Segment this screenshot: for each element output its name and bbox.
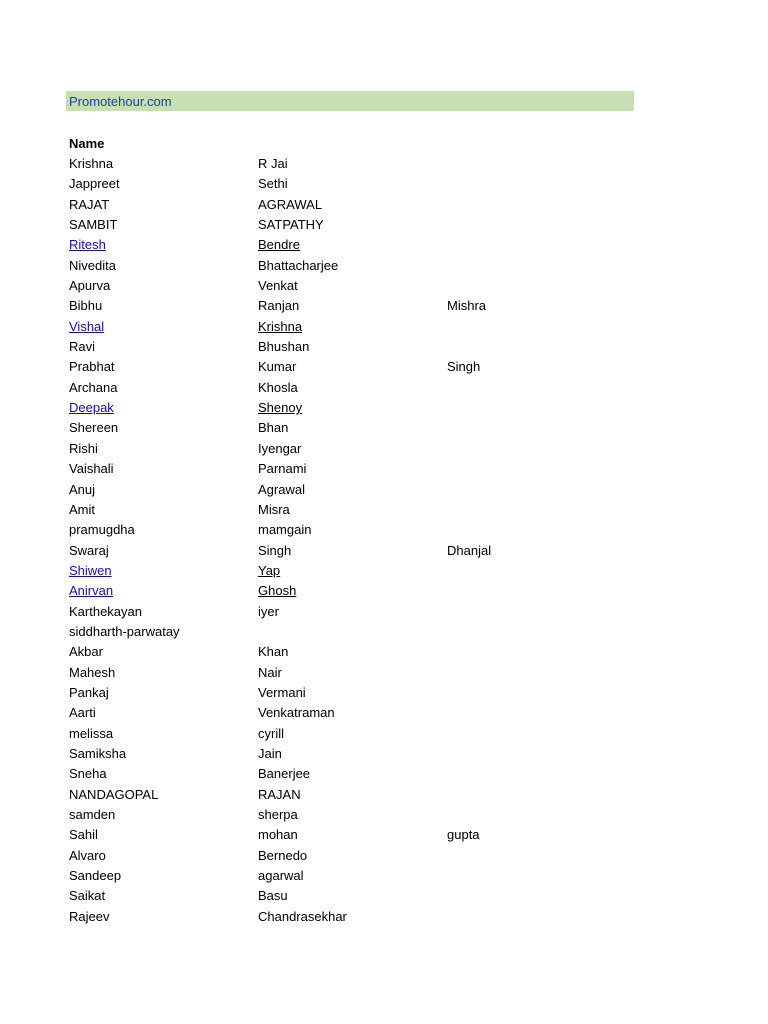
first-name-cell: Shereen xyxy=(69,420,119,436)
middle-name-cell: Banerjee xyxy=(258,766,311,782)
first-name-cell: Rishi xyxy=(69,440,98,456)
first-name-cell: Akbar xyxy=(69,644,103,660)
first-name-cell: Prabhat xyxy=(69,359,115,375)
list-item xyxy=(0,663,768,683)
last-name-cell: Mishra xyxy=(447,298,487,314)
last-name-cell: Dhanjal xyxy=(447,542,492,558)
middle-name-cell: Iyengar xyxy=(258,440,302,456)
list-item xyxy=(0,235,768,255)
middle-name-cell: Bhushan xyxy=(258,339,310,355)
first-name-cell: Aarti xyxy=(69,705,96,721)
first-name-cell: Apurva xyxy=(69,278,111,294)
first-name-cell[interactable]: Vishal xyxy=(69,318,105,334)
first-name-cell: melissa xyxy=(69,725,114,741)
list-item xyxy=(0,520,768,540)
middle-name-cell: RAJAN xyxy=(258,786,301,802)
first-name-cell: pramugdha xyxy=(69,522,135,538)
middle-name-cell: Agrawal xyxy=(258,481,305,497)
first-name-cell: samden xyxy=(69,807,116,822)
first-name-cell[interactable]: Anirvan xyxy=(69,583,114,599)
middle-name-cell: Khosla xyxy=(258,379,298,395)
middle-name-cell[interactable]: Yap xyxy=(258,562,281,578)
first-name-cell: Pankaj xyxy=(69,684,109,700)
list-item xyxy=(0,785,768,805)
middle-name-cell: mohan xyxy=(258,827,298,843)
first-name-cell: Anuj xyxy=(69,481,96,497)
middle-name-cell[interactable]: Bendre xyxy=(258,237,300,253)
list-item xyxy=(0,744,768,764)
first-name-cell[interactable]: Deepak xyxy=(69,400,114,416)
list-item xyxy=(0,642,768,662)
list-item xyxy=(0,256,768,276)
first-name-cell: SAMBIT xyxy=(69,217,118,233)
list-item xyxy=(0,805,768,825)
middle-name-cell: Vermani xyxy=(258,684,306,700)
first-name-cell: Sneha xyxy=(69,766,107,782)
list-item xyxy=(0,439,768,459)
name-column-header: Name xyxy=(69,136,105,151)
middle-name-cell: Misra xyxy=(258,501,290,517)
list-item xyxy=(0,907,768,927)
middle-name-cell: Khan xyxy=(258,644,289,660)
last-name-cell: Singh xyxy=(447,359,481,375)
middle-name-cell: Chandrasekhar xyxy=(258,908,347,924)
middle-name-cell: Parnami xyxy=(258,461,307,477)
list-item xyxy=(0,459,768,479)
list-item xyxy=(0,357,768,377)
list-item xyxy=(0,398,768,418)
list-item xyxy=(0,296,768,316)
middle-name-cell: Singh xyxy=(258,542,292,558)
first-name-cell[interactable]: Ritesh xyxy=(69,237,106,253)
list-item xyxy=(0,561,768,581)
first-name-cell: siddharth-parwatay xyxy=(69,623,180,639)
list-item xyxy=(0,195,768,215)
first-name-cell: Sandeep xyxy=(69,868,122,884)
first-name-cell: RAJAT xyxy=(69,196,110,212)
middle-name-cell[interactable]: Ghosh xyxy=(258,583,297,599)
list-item xyxy=(0,378,768,398)
middle-name-cell: Bhan xyxy=(258,420,289,436)
list-item xyxy=(0,703,768,723)
middle-name-cell: Venkat xyxy=(258,278,298,294)
middle-name-cell: Sethi xyxy=(258,176,288,192)
list-item xyxy=(0,337,768,357)
first-name-cell: Bibhu xyxy=(69,298,103,314)
middle-name-cell[interactable]: Krishna xyxy=(258,318,303,334)
middle-name-cell: sherpa xyxy=(258,807,298,822)
middle-name-cell: R Jai xyxy=(258,156,288,171)
first-name-cell: Krishna xyxy=(69,156,114,171)
list-item xyxy=(0,622,768,642)
list-item xyxy=(0,215,768,235)
first-name-cell: Nivedita xyxy=(69,257,116,273)
first-name-cell: Amit xyxy=(69,501,95,517)
list-item xyxy=(0,886,768,906)
middle-name-cell: Bhattacharjee xyxy=(258,257,339,273)
first-name-cell: Saikat xyxy=(69,888,106,904)
first-name-cell: NANDAGOPAL xyxy=(69,786,159,802)
list-item xyxy=(0,154,768,174)
middle-name-cell: AGRAWAL xyxy=(258,196,323,212)
middle-name-cell: mamgain xyxy=(258,522,312,538)
list-item xyxy=(0,764,768,784)
first-name-cell: Swaraj xyxy=(69,542,109,558)
middle-name-cell: Kumar xyxy=(258,359,297,375)
list-item xyxy=(0,724,768,744)
first-name-cell: Rajeev xyxy=(69,908,110,924)
first-name-cell: Alvaro xyxy=(69,847,106,863)
first-name-cell: Karthekayan xyxy=(69,603,142,619)
list-item xyxy=(0,825,768,845)
list-item xyxy=(0,317,768,337)
first-name-cell: Archana xyxy=(69,379,118,395)
list-item xyxy=(0,683,768,703)
list-item xyxy=(0,500,768,520)
middle-name-cell: Nair xyxy=(258,664,282,680)
first-name-cell: Ravi xyxy=(69,339,96,355)
first-name-cell: Vaishali xyxy=(69,461,114,477)
middle-name-cell: Basu xyxy=(258,888,288,904)
middle-name-cell: SATPATHY xyxy=(258,217,324,233)
middle-name-cell: cyrill xyxy=(258,725,284,741)
middle-name-cell[interactable]: Shenoy xyxy=(258,400,303,416)
list-item xyxy=(0,480,768,500)
list-item xyxy=(0,846,768,866)
list-item xyxy=(0,276,768,296)
last-name-cell: gupta xyxy=(447,827,480,843)
first-name-cell: Mahesh xyxy=(69,664,116,680)
list-item xyxy=(0,866,768,886)
middle-name-cell: Ranjan xyxy=(258,298,300,314)
name-list xyxy=(0,154,768,927)
site-banner xyxy=(66,91,634,111)
list-item xyxy=(0,418,768,438)
middle-name-cell: agarwal xyxy=(258,868,304,884)
middle-name-cell: Jain xyxy=(258,745,282,761)
list-item xyxy=(0,602,768,622)
list-item xyxy=(0,541,768,561)
list-item xyxy=(0,581,768,601)
middle-name-cell: Venkatraman xyxy=(258,705,335,721)
first-name-cell: Jappreet xyxy=(69,176,120,192)
middle-name-cell: iyer xyxy=(258,603,279,619)
first-name-cell[interactable]: Shiwen xyxy=(69,562,112,578)
first-name-cell: Samiksha xyxy=(69,745,127,761)
site-title: Promotehour.com xyxy=(69,94,172,109)
first-name-cell: Sahil xyxy=(69,827,98,843)
list-item xyxy=(0,174,768,194)
middle-name-cell: Bernedo xyxy=(258,847,308,863)
